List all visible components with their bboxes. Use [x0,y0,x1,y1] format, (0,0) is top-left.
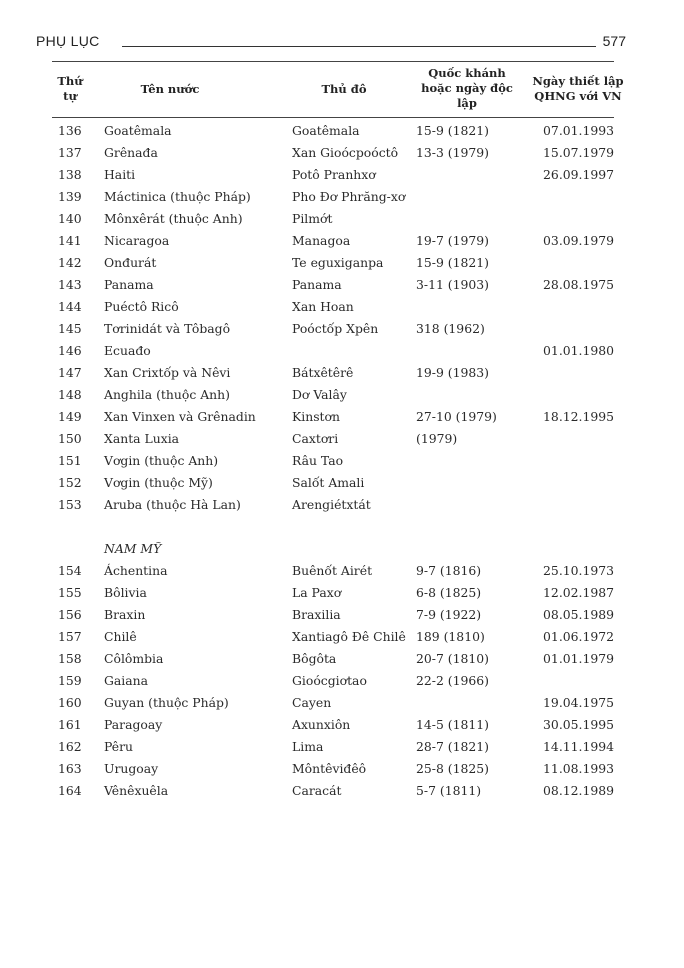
table-row [52,254,614,276]
diplomatic-date: 12.02.1987 [543,585,614,600]
country-name: Grênađa [104,145,158,160]
national-day: 25-8 (1825) [416,761,489,776]
national-day: 20-7 (1810) [416,651,489,666]
national-day: (1979) [416,431,458,446]
national-day [416,210,534,232]
row-number: 162 [58,739,82,754]
table-row [52,210,614,232]
capital-name: Bôgôta [292,651,337,666]
country-name: Guyan (thuộc Pháp) [104,695,229,710]
diplomatic-date: 01.01.1979 [543,651,614,666]
country-name: Xan Crixtốp và Nêvi [104,365,231,380]
diplomatic-date: 01.06.1972 [543,629,614,644]
diplomatic-date: 28.08.1975 [543,277,614,292]
table-row [52,320,614,342]
table-row [52,298,614,320]
table-header-rule [52,117,614,118]
national-day: 9-7 (1816) [416,563,482,578]
row-number: 156 [58,607,82,622]
capital-name: Goatêmala [292,123,360,138]
capital-name: Buênốt Airét [292,563,373,578]
capital-name: Cayen [292,695,332,710]
country-name: Onđurát [104,255,157,270]
national-day [416,342,534,364]
table-row [52,276,614,298]
national-day [416,452,534,474]
table-row [52,364,614,386]
diplomatic-date [534,210,614,232]
capital-name: Môntêviđêô [292,761,367,776]
country-name: Ecuađo [104,343,151,358]
diplomatic-date: 26.09.1997 [543,167,614,182]
row-number: 164 [58,783,82,798]
section-south-america [52,518,614,562]
diplomatic-date [534,364,614,386]
capital-name: La Paxơ [292,585,342,600]
central-america-rows [52,122,614,518]
capital-name: Pilmớt [292,211,333,226]
country-name: Haiti [104,167,136,182]
diplomatic-date: 14.11.1994 [543,739,614,754]
country-name: Braxin [104,607,146,622]
row-number: 158 [58,651,82,666]
capital-name: Kinstơn [292,409,340,424]
diplomatic-date [534,188,614,210]
diplomatic-date: 07.01.1993 [543,123,614,138]
country-name: Áchentina [104,563,168,578]
national-day: 13-3 (1979) [416,145,489,160]
capital-name: Xantiagô Đê Chilê [292,629,406,644]
row-number: 147 [58,365,82,380]
capital-name [292,342,416,364]
capital-name: Poóctốp Xpên [292,321,379,336]
diplomatic-date [534,474,614,496]
national-day [416,694,534,716]
row-number: 140 [58,211,82,226]
diplomatic-date [534,320,614,342]
row-number: 160 [58,695,82,710]
diplomatic-date: 08.05.1989 [543,607,614,622]
table-row [52,562,614,584]
capital-name: Râu Tao [292,453,344,468]
capital-name: Managoa [292,233,351,248]
table-row [52,122,614,144]
section-title: NAM MỸ [104,541,162,556]
row-number: 138 [58,167,82,182]
table-row [52,760,614,782]
table-row [52,452,614,474]
diplomatic-date: 15.07.1979 [543,145,614,160]
table-row [52,474,614,496]
national-day: 7-9 (1922) [416,607,482,622]
country-name: Xan Vinxen và Grênadin [104,409,256,424]
country-name: Mônxêrát (thuộc Anh) [104,211,243,226]
diplomatic-date [534,672,614,694]
national-day: 318 (1962) [416,321,485,336]
table-row [52,606,614,628]
table-row [52,496,614,518]
col-header-diplomatic-date: Ngày thiết lập QHNG với VN [532,74,624,103]
capital-name: Dơ Valây [292,387,347,402]
capital-name: Salốt Amali [292,475,365,490]
diplomatic-date: 18.12.1995 [543,409,614,424]
capital-name: Caracát [292,783,342,798]
diplomatic-date: 30.05.1995 [543,717,614,732]
country-name: Máctinica (thuộc Pháp) [104,189,251,204]
national-day [416,496,534,518]
capital-name: Bátxêtêrê [292,365,354,380]
table-row [52,342,614,364]
country-name: Vơgin (thuộc Anh) [104,453,219,468]
row-number: 151 [58,453,82,468]
diplomatic-date: 19.04.1975 [543,695,614,710]
row-number: 150 [58,431,82,446]
capital-name: Caxtơri [292,431,339,446]
diplomatic-date: 25.10.1973 [543,563,614,578]
country-name: Goatêmala [104,123,172,138]
row-number: 136 [58,123,82,138]
table-row [52,188,614,210]
row-number: 154 [58,563,82,578]
table-row [52,650,614,672]
country-name: Xanta Luxia [104,431,180,446]
national-day: 22-2 (1966) [416,673,489,688]
table-row [52,584,614,606]
capital-name: Pho Đơ Phrăng-xơ [292,189,406,204]
table-top-rule [52,61,614,62]
national-day: 5-7 (1811) [416,783,482,798]
page-header [0,0,684,60]
national-day: 28-7 (1821) [416,739,489,754]
table-row [52,694,614,716]
row-number: 163 [58,761,82,776]
capital-name: Gioócgiơtao [292,673,367,688]
table-row [52,386,614,408]
capital-name: Axunxiôn [292,717,351,732]
country-name: Anghila (thuộc Anh) [104,387,230,402]
national-day: 3-11 (1903) [416,277,489,292]
country-name: Chilê [104,629,137,644]
table-row [52,782,614,804]
national-day: 19-9 (1983) [416,365,489,380]
row-number: 144 [58,299,82,314]
col-header-country: Tên nước [140,82,200,96]
col-header-no: Thứ tự [57,74,83,103]
diplomatic-date: 08.12.1989 [543,783,614,798]
national-day: 27-10 (1979) [416,409,497,424]
country-name: Pêru [104,739,134,754]
country-name: Bôlivia [104,585,147,600]
table-row [52,628,614,650]
country-name: Gaiana [104,673,149,688]
row-number: 149 [58,409,82,424]
capital-name: Panama [292,277,342,292]
row-number: 152 [58,475,82,490]
national-day [416,188,534,210]
table-row [52,408,614,430]
col-header-national-day: Quốc khánh hoặc ngày độc lập [421,66,513,110]
capital-name: Arengiétxtát [292,497,371,512]
country-name: Côlômbia [104,651,164,666]
diplomatic-date: 03.09.1979 [543,233,614,248]
national-day: 14-5 (1811) [416,717,489,732]
country-table [52,122,614,804]
country-name: Panama [104,277,154,292]
row-number: 143 [58,277,82,292]
capital-name: Xan Hoan [292,299,354,314]
national-day: 15-9 (1821) [416,123,489,138]
country-name: Aruba (thuộc Hà Lan) [104,497,241,512]
table-header [0,64,684,116]
table-row [52,716,614,738]
table-row [52,232,614,254]
row-number: 155 [58,585,82,600]
row-number: 157 [58,629,82,644]
national-day [416,298,534,320]
row-number: 141 [58,233,82,248]
country-name: Vênêxuêla [104,783,169,798]
row-number: 145 [58,321,82,336]
country-name: Urugoay [104,761,159,776]
table-row [52,430,614,452]
national-day: 15-9 (1821) [416,255,489,270]
diplomatic-date [534,298,614,320]
row-number: 142 [58,255,82,270]
south-america-rows [52,562,614,804]
diplomatic-date [534,254,614,276]
capital-name: Braxilia [292,607,341,622]
row-number: 146 [58,343,82,358]
capital-name: Potô Pranhxơ [292,167,376,182]
country-name: Paragoay [104,717,163,732]
diplomatic-date [534,386,614,408]
row-number: 153 [58,497,82,512]
national-day [416,474,534,496]
national-day: 19-7 (1979) [416,233,489,248]
diplomatic-date: 01.01.1980 [543,343,614,358]
capital-name: Xan Gioócpoóctô [292,145,399,160]
table-row [52,738,614,760]
national-day [416,386,534,408]
running-head-title: PHỤ LỤC [36,33,100,49]
row-number: 161 [58,717,82,732]
diplomatic-date: 11.08.1993 [543,761,614,776]
row-number: 148 [58,387,82,402]
national-day: 189 (1810) [416,629,485,644]
row-number: 139 [58,189,82,204]
country-name: Vơgin (thuộc Mỹ) [104,475,213,490]
diplomatic-date [534,452,614,474]
national-day: 6-8 (1825) [416,585,482,600]
capital-name: Lima [292,739,324,754]
diplomatic-date [534,496,614,518]
capital-name: Te eguxiganpa [292,255,384,270]
table-row [52,672,614,694]
diplomatic-date [534,430,614,452]
table-row [52,144,614,166]
country-name: Tơrinidát và Tôbagô [104,321,231,336]
table-row [52,166,614,188]
country-name: Nicaragoa [104,233,170,248]
col-header-capital: Thủ đô [321,82,367,96]
page-number: 577 [602,33,626,49]
country-name: Puéctô Ricô [104,299,179,314]
row-number: 137 [58,145,82,160]
national-day [416,166,534,188]
header-rule [122,46,596,47]
row-number: 159 [58,673,82,688]
